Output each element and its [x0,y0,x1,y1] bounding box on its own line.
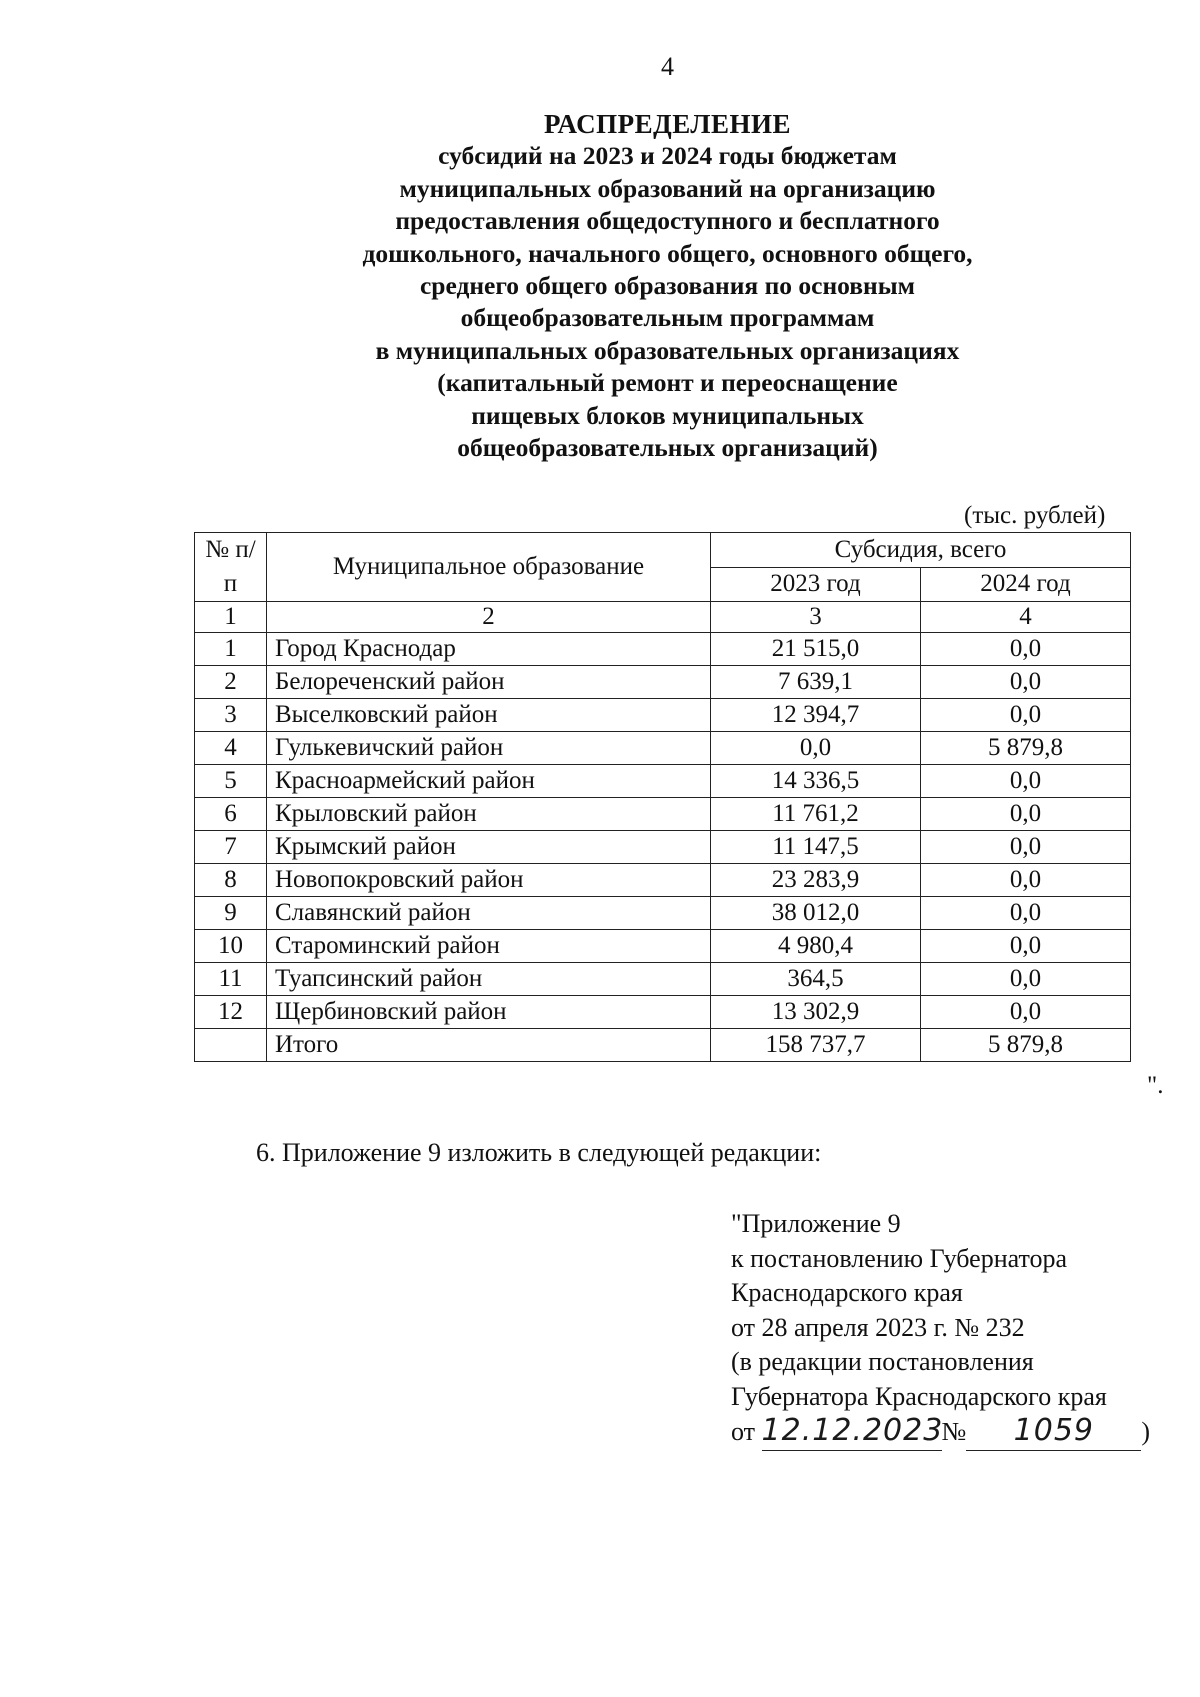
heading-line: дошкольного, начального общего, основного общего, [362,238,973,268]
row-2023: 11 147,5 [711,831,921,864]
row-name: Новопокровский район [267,864,711,897]
handwritten-number: 1059 [1013,1413,1095,1448]
row-num: 3 [195,699,267,732]
signature-date-line [731,1414,1150,1451]
number-field [966,1414,1141,1451]
appendix-line: Губернатора Краснодарского края [731,1381,1107,1411]
table-row [195,963,1131,996]
row-2023: 364,5 [711,963,921,996]
from-label: от [731,1417,756,1446]
row-2023: 14 336,5 [711,765,921,798]
header-year-2024: 2024 год [921,567,1131,602]
row-name: Староминский район [267,930,711,963]
row-2024: 0,0 [921,633,1131,666]
row-name: Славянский район [267,897,711,930]
row-name: Гулькевичский район [267,732,711,765]
close-paren: ) [1141,1417,1151,1446]
column-number: 4 [921,602,1131,633]
units-label: (тыс. рублей) [964,502,1106,529]
table-row [195,732,1131,765]
row-2024: 0,0 [921,831,1131,864]
appendix-line: (в редакции постановления [731,1347,1034,1376]
row-2024: 0,0 [921,864,1131,897]
row-name: Щербиновский район [267,996,711,1029]
number-label: № [941,1417,967,1446]
row-2024: 0,0 [921,798,1131,831]
row-name: Город Краснодар [267,633,711,666]
row-2024: 0,0 [921,930,1131,963]
distribution-table [194,532,1131,1062]
header-num [195,533,267,602]
row-num: 1 [195,633,267,666]
row-2024: 0,0 [921,963,1131,996]
row-num: 10 [195,930,267,963]
row-num: 4 [195,732,267,765]
table-row [195,864,1131,897]
row-2023: 13 302,9 [711,996,921,1029]
row-name: Крыловский район [267,798,711,831]
row-num: 6 [195,798,267,831]
row-2023: 11 761,2 [711,798,921,831]
appendix-line: от 28 апреля 2023 г. № 232 [731,1312,1025,1342]
table-row [195,996,1131,1029]
heading-line: общеобразовательным программам [460,303,875,333]
handwritten-date: 12.12.2023 [761,1413,944,1448]
document-heading [0,108,1200,464]
column-number-row [195,602,1131,633]
row-2023: 4 980,4 [711,930,921,963]
header-municipality: Муниципальное образование [267,533,711,602]
heading-line: общеобразовательных организаций) [457,433,878,463]
row-num: 2 [195,666,267,699]
row-2023: 7 639,1 [711,666,921,699]
row-2024: 5 879,8 [921,732,1131,765]
row-2024: 0,0 [921,666,1131,699]
header-year-2023: 2023 год [711,567,921,602]
table-row [195,930,1131,963]
table-row [195,798,1131,831]
row-num: 9 [195,897,267,930]
row-num: 11 [195,963,267,996]
row-num: 8 [195,864,267,897]
heading-line: среднего общего образования по основным [419,271,916,301]
appendix-line: "Приложение 9 [731,1209,901,1238]
heading-title: РАСПРЕДЕЛЕНИЕ [543,109,792,139]
heading-line: (капитальный ремонт и переоснащение [437,368,898,398]
page-number: 4 [661,52,674,81]
row-2023: 23 283,9 [711,864,921,897]
row-2024: 0,0 [921,897,1131,930]
table-row [195,666,1131,699]
appendix-reference [731,1207,1150,1451]
row-2024: 0,0 [921,699,1131,732]
column-number: 3 [711,602,921,633]
row-2023: 38 012,0 [711,897,921,930]
row-num: 12 [195,996,267,1029]
heading-line: субсидий на 2023 и 2024 годы бюджетам [438,141,897,171]
table-row [195,633,1131,666]
heading-line: пищевых блоков муниципальных [471,400,864,430]
row-2024: 0,0 [921,765,1131,798]
row-2023: 0,0 [711,732,921,765]
header-num-text: № п/п [205,536,256,597]
amendment-paragraph: 6. Приложение 9 изложить в следующей редакции: [256,1138,822,1167]
appendix-line: к постановлению Губернатора [731,1243,1068,1273]
total-2023: 158 737,7 [711,1029,921,1062]
row-num: 7 [195,831,267,864]
row-2024: 0,0 [921,996,1131,1029]
date-field [762,1414,942,1451]
heading-line: муниципальных образований на организацию [399,173,936,203]
total-2024: 5 879,8 [921,1029,1131,1062]
column-number: 2 [267,602,711,633]
row-2023: 12 394,7 [711,699,921,732]
total-num [195,1029,267,1062]
row-name: Белореченский район [267,666,711,699]
table-header-row [195,533,1131,568]
closing-quote-mark: ". [1147,1072,1164,1099]
table-row [195,897,1131,930]
total-label: Итого [267,1029,711,1062]
column-number: 1 [195,602,267,633]
table-row [195,831,1131,864]
row-num: 5 [195,765,267,798]
table-row [195,699,1131,732]
table-row [195,765,1131,798]
row-name: Крымский район [267,831,711,864]
total-row [195,1029,1131,1062]
heading-line: в муниципальных образовательных организациях [375,335,960,365]
row-name: Выселковский район [267,699,711,732]
row-2023: 21 515,0 [711,633,921,666]
heading-line: предоставления общедоступного и бесплатного [395,206,940,236]
header-subsidy-total: Субсидия, всего [711,533,1131,568]
appendix-line: Краснодарского края [731,1278,963,1307]
row-name: Красноармейский район [267,765,711,798]
row-name: Туапсинский район [267,963,711,996]
